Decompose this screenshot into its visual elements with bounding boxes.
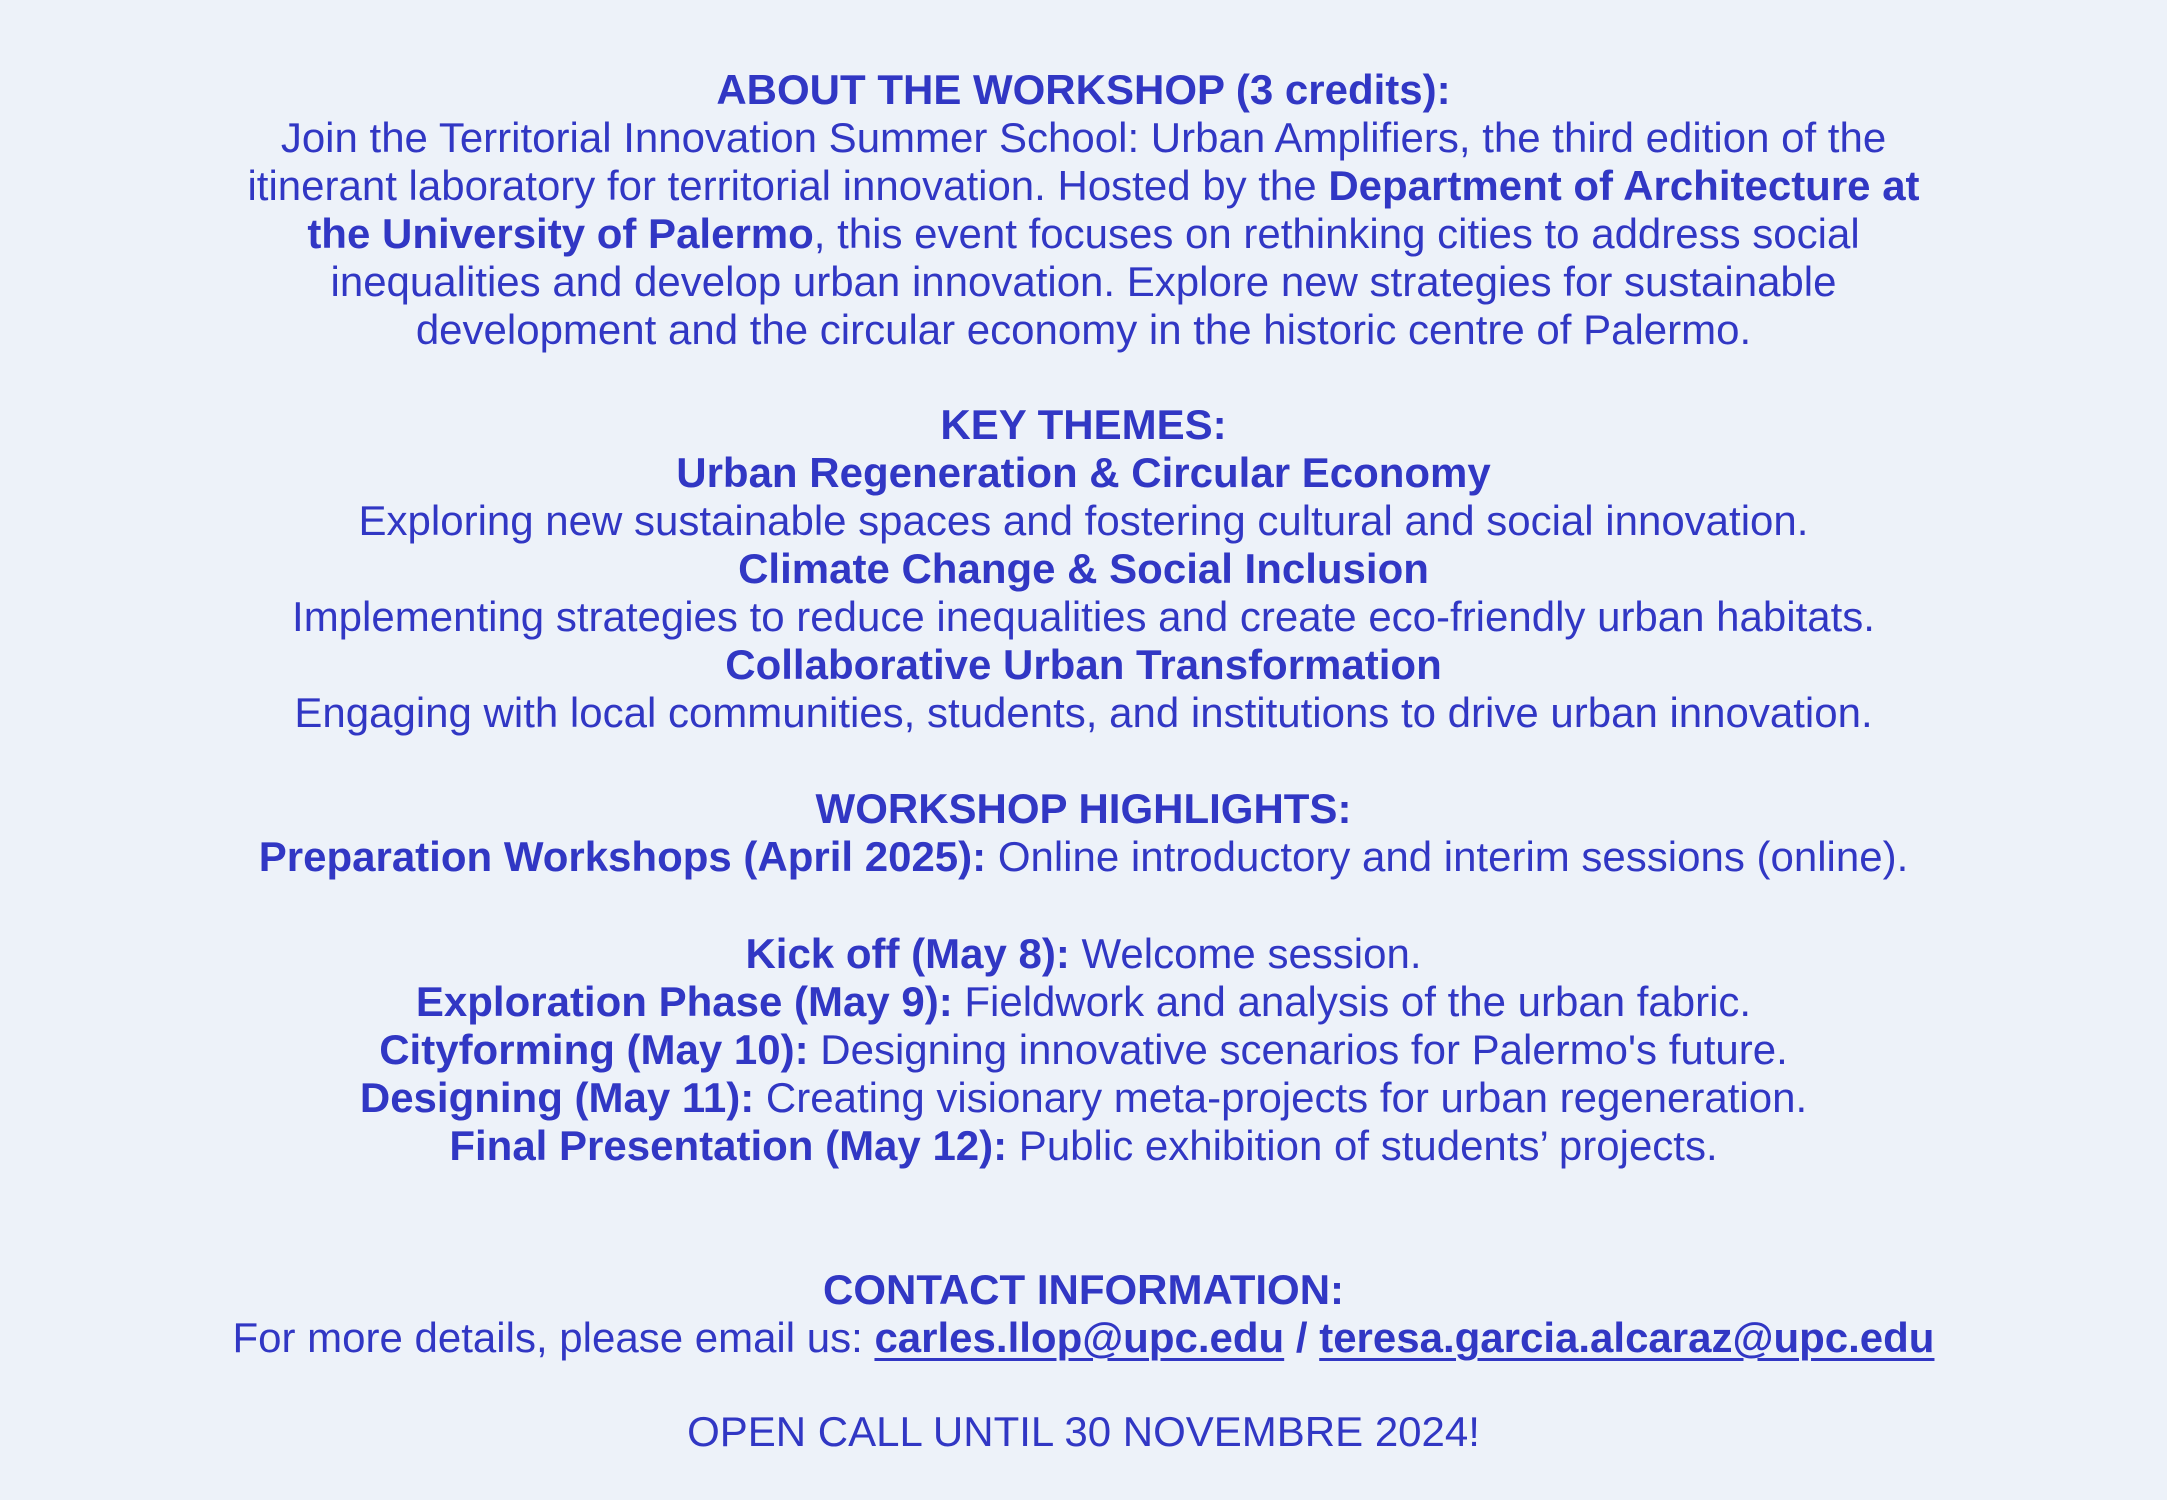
highlights-heading: WORKSHOP HIGHLIGHTS: (815, 785, 1352, 832)
about-text-line-4: inequalities and develop urban innovation. Explore new strategies for sustainable (330, 258, 1837, 305)
highlight-text: Online introductory and interim sessions (online). (986, 833, 1909, 880)
highlights-schedule (0, 930, 2167, 1170)
department-name-part-2: the University of Palermo (307, 210, 814, 257)
key-themes-heading: KEY THEMES: (940, 401, 1227, 448)
about-section (0, 66, 2167, 354)
open-call-notice: OPEN CALL UNTIL 30 NOVEMBRE 2024! (687, 1408, 1480, 1455)
contact-section (0, 1266, 2167, 1362)
highlight-item (0, 1074, 2167, 1122)
contact-line (0, 1314, 2167, 1362)
about-heading: ABOUT THE WORKSHOP (3 credits): (716, 66, 1451, 113)
about-text-line-3-rest: , this event focuses on rethinking cities to address social (813, 210, 1860, 257)
about-text-line-3 (0, 210, 2167, 258)
highlight-label: Designing (May 11): (359, 1074, 755, 1121)
highlight-item (0, 978, 2167, 1026)
theme-description: Exploring new sustainable spaces and fostering cultural and social innovation. (358, 497, 1809, 544)
highlight-label: Final Presentation (May 12): (449, 1122, 1008, 1169)
highlight-label: Kick off (May 8): (745, 930, 1070, 977)
theme-description: Implementing strategies to reduce inequalities and create eco-friendly urban habitats. (292, 593, 1875, 640)
highlight-text: Welcome session. (1069, 930, 1422, 977)
highlight-text: Fieldwork and analysis of the urban fabric. (952, 978, 1752, 1025)
theme-title: Climate Change & Social Inclusion (738, 545, 1429, 592)
highlight-label: Exploration Phase (May 9): (415, 978, 953, 1025)
highlight-label: Cityforming (May 10): (379, 1026, 809, 1073)
email-link-carles[interactable]: carles.llop@upc.edu (874, 1314, 1285, 1361)
contact-intro: For more details, please email us: (232, 1314, 875, 1361)
highlight-item (0, 930, 2167, 978)
open-call-section (0, 1408, 2167, 1456)
highlight-item (0, 1026, 2167, 1074)
about-text-line-2 (0, 162, 2167, 210)
contact-heading: CONTACT INFORMATION: (822, 1266, 1345, 1313)
about-text-line-1: Join the Territorial Innovation Summer School: Urban Amplifiers, the third edition of the (280, 114, 1887, 161)
key-themes-section (0, 401, 2167, 737)
highlight-item (0, 1122, 2167, 1170)
about-text-line-2-start: itinerant laboratory for territorial innovation. Hosted by the (247, 162, 1329, 209)
theme-title: Collaborative Urban Transformation (725, 641, 1442, 688)
highlights-section (0, 785, 2167, 881)
email-separator: / (1284, 1314, 1320, 1361)
email-link-teresa[interactable]: teresa.garcia.alcaraz@upc.edu (1319, 1314, 1935, 1361)
highlight-preparation (0, 833, 2167, 881)
highlight-text: Public exhibition of students’ projects. (1007, 1122, 1718, 1169)
theme-title: Urban Regeneration & Circular Economy (676, 449, 1491, 496)
highlight-text: Creating visionary meta-projects for urban regeneration. (754, 1074, 1808, 1121)
about-text-line-5: development and the circular economy in the historic centre of Palermo. (415, 306, 1752, 353)
department-name-part-1: Department of Architecture at (1328, 162, 1920, 209)
highlight-text: Designing innovative scenarios for Palermo's future. (808, 1026, 1788, 1073)
theme-description: Engaging with local communities, students, and institutions to drive urban innovation. (294, 689, 1873, 736)
highlight-label: Preparation Workshops (April 2025): (258, 833, 987, 880)
